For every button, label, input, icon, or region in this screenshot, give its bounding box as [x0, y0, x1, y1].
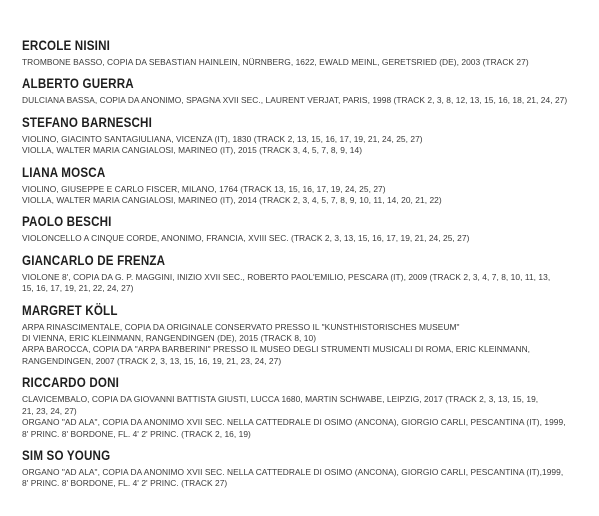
performer-entry	[22, 214, 591, 244]
performer-name: MARGRET KÖLL	[22, 302, 118, 318]
performer-name: GIANCARLO DE FRENZA	[22, 252, 166, 268]
performer-name: SIM SO YOUNG	[22, 447, 111, 463]
instrument-line: TROMBONE BASSO, COPIA DA SEBASTIAN HAINLEIN, NÜRNBERG, 1622, EWALD MEINL, GERETSRIED (DE), 2003 (TRACK 27)	[22, 57, 529, 67]
performer-name: PAOLO BESCHI	[22, 214, 112, 230]
instrument-line: ARPA BAROCCA, COPIA DA "ARPA BARBERINI" PRESSO IL MUSEO DEGLI STRUMENTI MUSICALI DI ROMA, ERIC KLEINMANN,	[22, 344, 531, 355]
performer-name: RICCARDO DONI	[22, 375, 120, 391]
instrument-line: RANGENDINGEN, 2007 (TRACK 2, 3, 13, 15, 16, 19, 21, 23, 24, 27)	[22, 355, 282, 366]
instrument-line: 8' PRINC. 8' BORDONE, FL. 4' 2' PRINC. (TRACK 2, 16, 19)	[22, 428, 251, 439]
instrument-line: ORGANO "AD ALA", COPIA DA ANONIMO XVII SEC. NELLA CATTEDRALE DI OSIMO (ANCONA), GIORGIO CARLI, PESCANTINA (IT),1999,	[22, 466, 564, 477]
instrument-line: VIOLONCELLO A CINQUE CORDE, ANONIMO, FRANCIA, XVIII SEC. (TRACK 2, 3, 13, 15, 16, 17, 19, 21, 24, 25, 27)	[22, 233, 470, 244]
performer-entry	[22, 115, 591, 157]
performer-name: ALBERTO GUERRA	[22, 76, 134, 92]
instrument-line: VIOLONE 8', COPIA DA G. P. MAGGINI, INIZIO XVII SEC., ROBERTO PAOL'EMILIO, PESCARA (IT), 2009 (TRACK 2, 3, 4, 7, 8, 10, 11, 13,	[22, 271, 551, 282]
performer-entry	[22, 253, 591, 295]
performer-entry	[22, 38, 591, 68]
instrument-line: DULCIANA BASSA, COPIA DA ANONIMO, SPAGNA XVII SEC., LAURENT VERJAT, PARIS, 1998 (TRACK 2, 3, 8, 12, 13, 15, 16, 18, 21, 24, 27)	[22, 95, 568, 106]
performer-entry	[22, 165, 591, 207]
performer-name: ERCOLE NISINI	[22, 38, 111, 53]
performer-entry	[22, 303, 591, 368]
instrument-line: 15, 16, 17, 19, 21, 22, 24, 27)	[22, 283, 134, 294]
performer-entry	[22, 76, 591, 106]
instrument-line: 8' PRINC. 8' BORDONE, FL. 4' 2' PRINC. (TRACK 27)	[22, 478, 228, 489]
instrument-line: ORGANO "AD ALA", COPIA DA ANONIMO XVII SEC. NELLA CATTEDRALE DI OSIMO (ANCONA), GIORGIO CARLI, PESCANTINA (IT), 1999,	[22, 417, 566, 428]
performer-name: LIANA MOSCA	[22, 164, 106, 180]
performer-entry	[22, 375, 591, 440]
performer-name: STEFANO BARNESCHI	[22, 114, 153, 130]
instrument-line: 21, 23, 24, 27)	[22, 405, 77, 416]
instrument-line: VIOLINO, GIACINTO SANTAGIULIANA, VICENZA (IT), 1830 (TRACK 2, 13, 15, 16, 17, 19, 21, 24, 25, 27)	[22, 133, 423, 144]
instrument-line: DI VIENNA, ERIC KLEINMANN, RANGENDINGEN (DE), 2015 (TRACK 8, 10)	[22, 333, 317, 344]
performer-entry	[22, 448, 591, 490]
instrument-line: CLAVICEMBALO, COPIA DA GIOVANNI BATTISTA GIUSTI, LUCCA 1680, MARTIN SCHWABE, LEIPZIG, 2017 (TRACK 2, 3, 13, 15, 19,	[22, 394, 539, 405]
instrument-line: VIOLLA, WALTER MARIA CANGIALOSI, MARINEO (IT), 2014 (TRACK 2, 3, 4, 5, 7, 8, 9, 10, 11, 14, 20, 21, 22)	[22, 195, 442, 206]
instrument-line: ARPA RINASCIMENTALE, COPIA DA ORIGINALE CONSERVATO PRESSO IL "KUNSTHISTORISCHES MUSEUM"	[22, 321, 460, 332]
instrument-line: VIOLLA, WALTER MARIA CANGIALOSI, MARINEO (IT), 2015 (TRACK 3, 4, 5, 7, 8, 9, 14)	[22, 145, 363, 156]
instrument-line: VIOLINO, GIUSEPPE E CARLO FISCER, MILANO, 1764 (TRACK 13, 15, 16, 17, 19, 24, 25, 27)	[22, 183, 386, 194]
